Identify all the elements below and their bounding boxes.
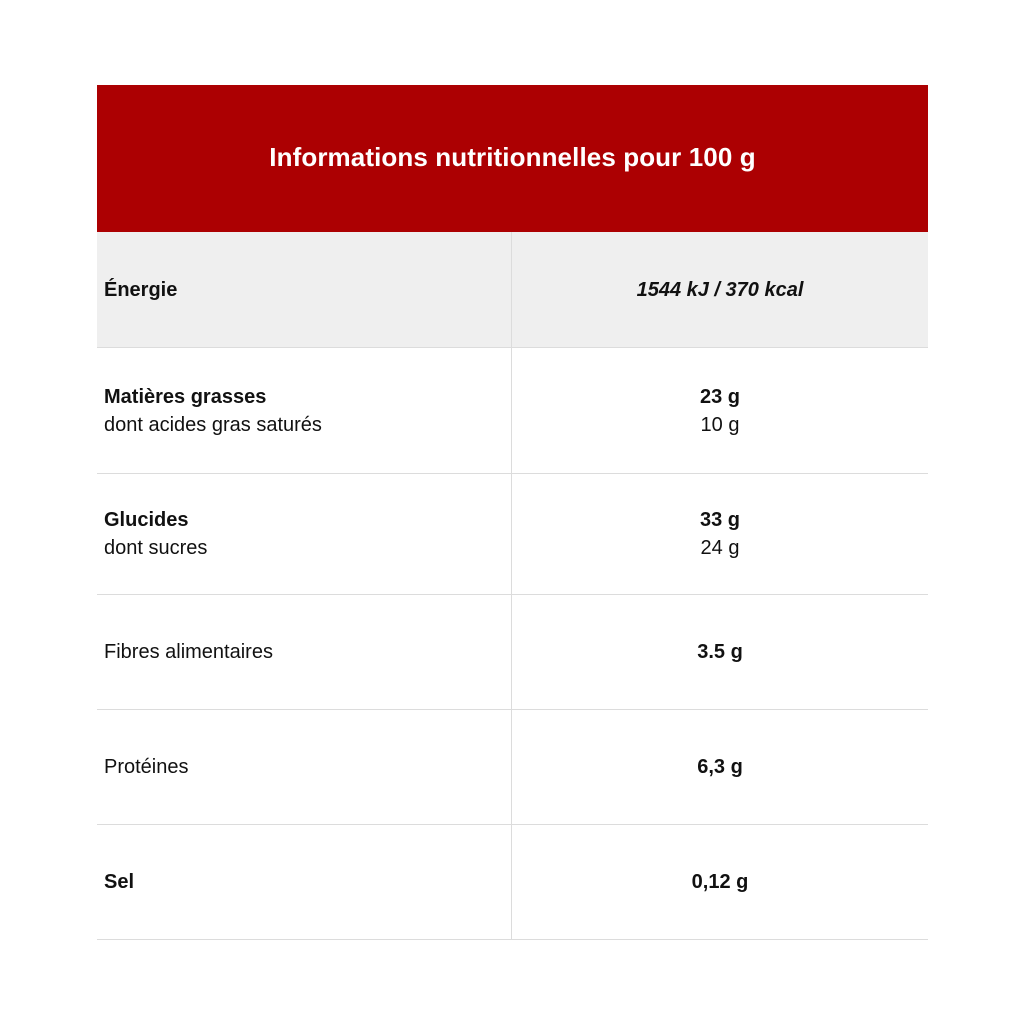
row-glucides bbox=[97, 474, 928, 595]
matieres-sub-value: 10 g bbox=[700, 413, 740, 436]
value-cell bbox=[512, 825, 928, 939]
glucides-sub-label: dont sucres bbox=[104, 537, 208, 559]
label-cell bbox=[97, 595, 512, 709]
proteines-value: 6,3 g bbox=[697, 756, 743, 778]
value-cell bbox=[512, 595, 928, 709]
nutrition-table bbox=[97, 85, 928, 940]
table-header bbox=[97, 85, 928, 232]
row-proteines bbox=[97, 710, 928, 825]
glucides-sub-value: 24 g bbox=[700, 537, 740, 559]
label-cell bbox=[97, 825, 512, 939]
glucides-label: Glucides bbox=[104, 509, 189, 531]
proteines-label: Protéines bbox=[104, 756, 189, 778]
glucides-value: 33 g bbox=[699, 509, 741, 531]
matieres-label: Matières grasses bbox=[104, 385, 267, 408]
fibres-label: Fibres alimentaires bbox=[104, 641, 273, 663]
label-cell bbox=[97, 348, 512, 473]
energie-value: 1544 kJ / 370 kcal bbox=[636, 278, 804, 301]
label-cell bbox=[97, 474, 512, 594]
row-fibres bbox=[97, 595, 928, 710]
sel-value: 0,12 g bbox=[691, 871, 749, 893]
row-matieres-grasses bbox=[97, 348, 928, 474]
table-title: Informations nutritionnelles pour 100 g bbox=[269, 142, 756, 172]
energie-label: Énergie bbox=[104, 278, 178, 301]
value-cell bbox=[512, 232, 928, 347]
label-cell bbox=[97, 710, 512, 824]
fibres-value: 3.5 g bbox=[697, 641, 743, 663]
value-cell bbox=[512, 348, 928, 473]
matieres-value: 23 g bbox=[699, 385, 741, 408]
label-cell bbox=[97, 232, 512, 347]
row-energie bbox=[97, 232, 928, 348]
sel-label: Sel bbox=[104, 871, 135, 893]
row-sel bbox=[97, 825, 928, 940]
matieres-sub-label: dont acides gras saturés bbox=[104, 413, 322, 436]
value-cell bbox=[512, 710, 928, 824]
value-cell bbox=[512, 474, 928, 594]
